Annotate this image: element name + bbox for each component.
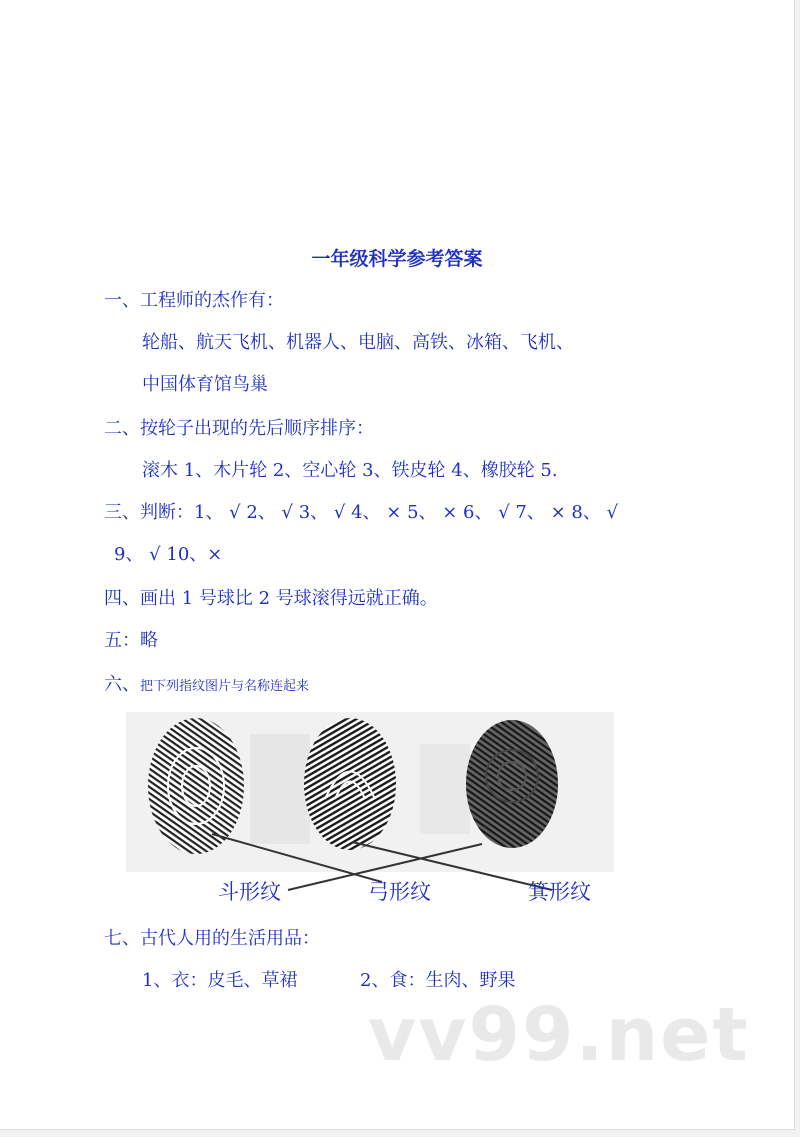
- label-arch: 弓形纹: [368, 880, 431, 904]
- q3-answers-line1: 三、判断：1、 √ 2、 √ 3、 √ 4、 × 5、 × 6、 √ 7、 × 8、 √: [104, 502, 619, 523]
- fingerprint-loop: [304, 718, 396, 850]
- q1-answer-line1: 轮船、航天飞机、机器人、电脑、高铁、冰箱、飞机、: [142, 332, 574, 353]
- fingerprint-whorl: [148, 718, 244, 854]
- q2-heading: 二、按轮子出现的先后顺序排序：: [104, 418, 374, 439]
- q1-heading: 一、工程师的杰作有：: [104, 290, 284, 311]
- q6-instruction: 把下列指纹图片与名称连起来: [140, 679, 310, 694]
- label-loop: 箕形纹: [528, 880, 591, 904]
- q4-answer: 四、画出 1 号球比 2 号球滚得远就正确。: [104, 588, 438, 609]
- q7-item-food: 2、食：生肉、野果: [360, 970, 516, 991]
- q7-item-clothing: 1、衣：皮毛、草裙: [142, 970, 298, 991]
- fingerprint-arch: [466, 720, 558, 848]
- q3-answers-line2: 9、 √ 10、×: [114, 544, 223, 565]
- q7-heading: 七、古代人用的生活用品：: [104, 928, 320, 949]
- q5-answer: 五：略: [104, 630, 158, 651]
- q2-answer: 滚木 1、木片轮 2、空心轮 3、铁皮轮 4、橡胶轮 5.: [142, 460, 558, 481]
- label-whorl: 斗形纹: [218, 880, 281, 904]
- q1-answer-line2: 中国体育馆鸟巢: [142, 374, 268, 395]
- q6-prefix: 六、: [104, 674, 140, 695]
- q6-heading: [104, 673, 309, 699]
- page-title: 一年级科学参考答案: [311, 248, 483, 270]
- watermark: vv99.net: [368, 992, 750, 1078]
- fingerprint-matching-figure: [120, 704, 620, 916]
